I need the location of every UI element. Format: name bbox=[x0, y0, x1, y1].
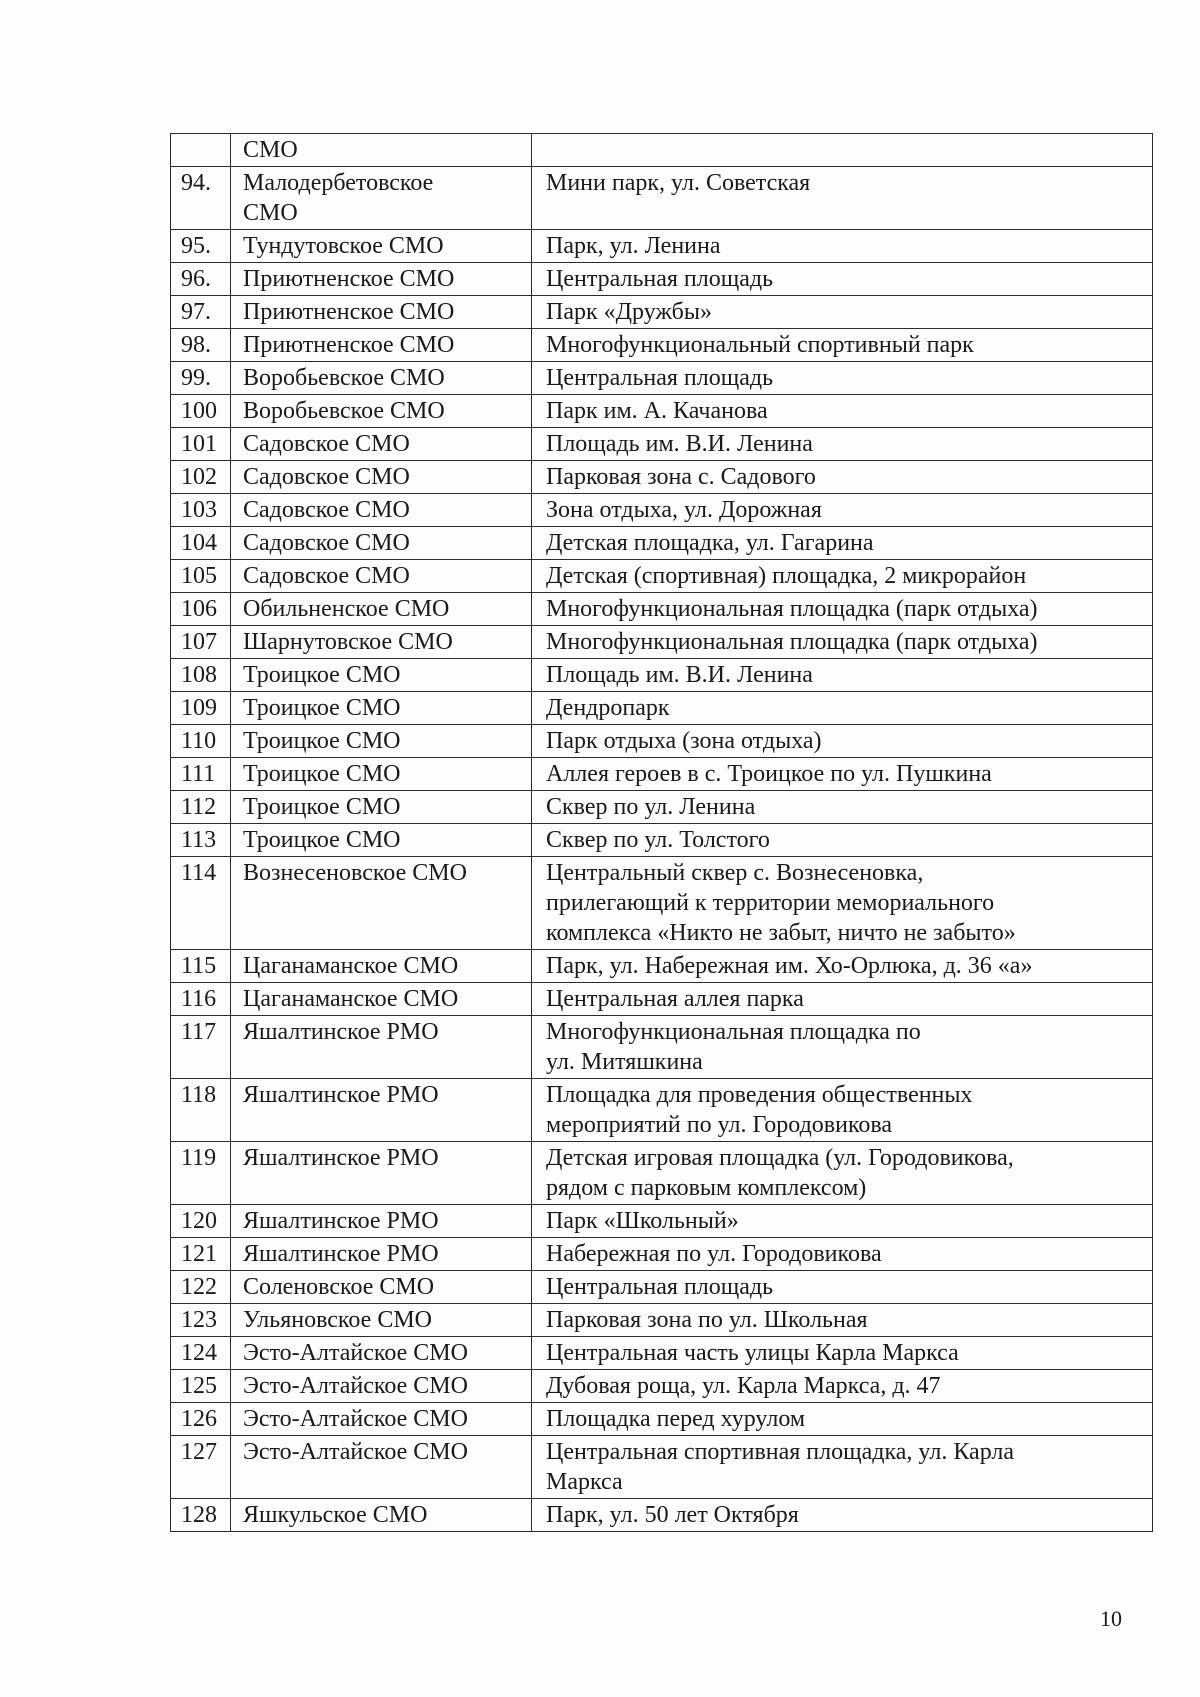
table-row bbox=[171, 461, 1153, 494]
table-row bbox=[171, 1238, 1153, 1271]
municipality-name: Троицкое СМО bbox=[231, 725, 532, 758]
place-name: Парк, ул. Набережная им. Хо-Орлюка, д. 36 «а» bbox=[532, 950, 1153, 983]
place-name: Парк отдыха (зона отдыха) bbox=[532, 725, 1153, 758]
municipality-name: Соленовское СМО bbox=[231, 1271, 532, 1304]
row-number: 99. bbox=[171, 362, 231, 395]
table-row bbox=[171, 983, 1153, 1016]
table-row bbox=[171, 1079, 1153, 1142]
place-name: Парковая зона по ул. Школьная bbox=[532, 1304, 1153, 1337]
row-number: 109 bbox=[171, 692, 231, 725]
row-number: 123 bbox=[171, 1304, 231, 1337]
municipality-name: Троицкое СМО bbox=[231, 824, 532, 857]
municipality-name: Ульяновское СМО bbox=[231, 1304, 532, 1337]
place-name: Набережная по ул. Городовикова bbox=[532, 1238, 1153, 1271]
place-name: Центральная площадь bbox=[532, 263, 1153, 296]
table-row bbox=[171, 1304, 1153, 1337]
table-row bbox=[171, 527, 1153, 560]
row-number: 102 bbox=[171, 461, 231, 494]
municipality-name: Эсто-Алтайское СМО bbox=[231, 1403, 532, 1436]
municipality-name: Цаганаманское СМО bbox=[231, 983, 532, 1016]
place-name: Площадь им. В.И. Ленина bbox=[532, 659, 1153, 692]
table-row bbox=[171, 494, 1153, 527]
municipality-name: Эсто-Алтайское СМО bbox=[231, 1370, 532, 1403]
table-row bbox=[171, 1370, 1153, 1403]
place-name: Многофункциональная площадка по ул. Митяшкина bbox=[532, 1016, 1153, 1079]
place-name: Центральная спортивная площадка, ул. Карла Маркса bbox=[532, 1436, 1153, 1499]
municipality-name: Садовское СМО bbox=[231, 527, 532, 560]
row-number: 106 bbox=[171, 593, 231, 626]
place-name: Парковая зона с. Садового bbox=[532, 461, 1153, 494]
municipality-name: Приютненское СМО bbox=[231, 263, 532, 296]
row-number: 97. bbox=[171, 296, 231, 329]
place-name: Парк «Дружбы» bbox=[532, 296, 1153, 329]
table-row bbox=[171, 230, 1153, 263]
municipality-name: СМО bbox=[231, 134, 532, 167]
page-number: 10 bbox=[1100, 1606, 1122, 1631]
municipality-name: Троицкое СМО bbox=[231, 659, 532, 692]
table-row bbox=[171, 296, 1153, 329]
place-name: Детская (спортивная) площадка, 2 микрорайон bbox=[532, 560, 1153, 593]
table-row bbox=[171, 362, 1153, 395]
table-row bbox=[171, 428, 1153, 461]
table-row bbox=[171, 263, 1153, 296]
table-row bbox=[171, 593, 1153, 626]
registry-table bbox=[170, 133, 1153, 1532]
row-number: 111 bbox=[171, 758, 231, 791]
row-number: 117 bbox=[171, 1016, 231, 1079]
row-number: 95. bbox=[171, 230, 231, 263]
municipality-name: Вознесеновское СМО bbox=[231, 857, 532, 950]
row-number: 104 bbox=[171, 527, 231, 560]
table-row bbox=[171, 758, 1153, 791]
place-name: Детская площадка, ул. Гагарина bbox=[532, 527, 1153, 560]
row-number: 124 bbox=[171, 1337, 231, 1370]
table-row bbox=[171, 329, 1153, 362]
place-name: Площадь им. В.И. Ленина bbox=[532, 428, 1153, 461]
registry-table-body bbox=[171, 134, 1153, 1532]
place-name: Детская игровая площадка (ул. Городовикова, рядом с парковым комплексом) bbox=[532, 1142, 1153, 1205]
table-row bbox=[171, 560, 1153, 593]
row-number: 98. bbox=[171, 329, 231, 362]
row-number: 125 bbox=[171, 1370, 231, 1403]
place-name: Центральная аллея парка bbox=[532, 983, 1153, 1016]
row-number: 108 bbox=[171, 659, 231, 692]
place-name: Центральная часть улицы Карла Маркса bbox=[532, 1337, 1153, 1370]
row-number: 127 bbox=[171, 1436, 231, 1499]
place-name: Парк им. А. Качанова bbox=[532, 395, 1153, 428]
table-row bbox=[171, 824, 1153, 857]
municipality-name: Садовское СМО bbox=[231, 560, 532, 593]
row-number bbox=[171, 134, 231, 167]
place-name: Центральная площадь bbox=[532, 1271, 1153, 1304]
municipality-name: Воробьевское СМО bbox=[231, 362, 532, 395]
table-row bbox=[171, 1499, 1153, 1532]
place-name: Аллея героев в с. Троицкое по ул. Пушкина bbox=[532, 758, 1153, 791]
municipality-name: Тундутовское СМО bbox=[231, 230, 532, 263]
row-number: 113 bbox=[171, 824, 231, 857]
municipality-name: Яшалтинское РМО bbox=[231, 1238, 532, 1271]
place-name: Многофункциональная площадка (парк отдыха) bbox=[532, 626, 1153, 659]
municipality-name: Яшалтинское РМО bbox=[231, 1079, 532, 1142]
row-number: 101 bbox=[171, 428, 231, 461]
place-name: Зона отдыха, ул. Дорожная bbox=[532, 494, 1153, 527]
place-name: Центральный сквер с. Вознесеновка, прилегающий к территории мемориального комплекса «Никто не забыт, ничто не забыто» bbox=[532, 857, 1153, 950]
municipality-name: Яшкульское СМО bbox=[231, 1499, 532, 1532]
table-row bbox=[171, 950, 1153, 983]
table-row bbox=[171, 725, 1153, 758]
place-name bbox=[532, 134, 1153, 167]
place-name: Мини парк, ул. Советская bbox=[532, 167, 1153, 230]
place-name: Дубовая роща, ул. Карла Маркса, д. 47 bbox=[532, 1370, 1153, 1403]
row-number: 121 bbox=[171, 1238, 231, 1271]
table-row bbox=[171, 1142, 1153, 1205]
municipality-name: Малодербетовское СМО bbox=[231, 167, 532, 230]
table-row bbox=[171, 1205, 1153, 1238]
row-number: 114 bbox=[171, 857, 231, 950]
row-number: 96. bbox=[171, 263, 231, 296]
row-number: 119 bbox=[171, 1142, 231, 1205]
municipality-name: Троицкое СМО bbox=[231, 758, 532, 791]
municipality-name: Эсто-Алтайское СМО bbox=[231, 1337, 532, 1370]
row-number: 126 bbox=[171, 1403, 231, 1436]
row-number: 94. bbox=[171, 167, 231, 230]
row-number: 112 bbox=[171, 791, 231, 824]
place-name: Многофункциональная площадка (парк отдыха) bbox=[532, 593, 1153, 626]
municipality-name: Садовское СМО bbox=[231, 494, 532, 527]
municipality-name: Воробьевское СМО bbox=[231, 395, 532, 428]
table-row bbox=[171, 134, 1153, 167]
place-name: Многофункциональный спортивный парк bbox=[532, 329, 1153, 362]
place-name: Парк, ул. Ленина bbox=[532, 230, 1153, 263]
table-row bbox=[171, 167, 1153, 230]
table-row bbox=[171, 791, 1153, 824]
municipality-name: Шарнутовское СМО bbox=[231, 626, 532, 659]
table-row bbox=[171, 857, 1153, 950]
place-name: Центральная площадь bbox=[532, 362, 1153, 395]
municipality-name: Приютненское СМО bbox=[231, 296, 532, 329]
place-name: Площадка перед хурулом bbox=[532, 1403, 1153, 1436]
table-row bbox=[171, 692, 1153, 725]
table-row bbox=[171, 1016, 1153, 1079]
row-number: 115 bbox=[171, 950, 231, 983]
row-number: 105 bbox=[171, 560, 231, 593]
municipality-name: Садовское СМО bbox=[231, 461, 532, 494]
table-row bbox=[171, 1403, 1153, 1436]
municipality-name: Яшалтинское РМО bbox=[231, 1016, 532, 1079]
table-row bbox=[171, 395, 1153, 428]
municipality-name: Садовское СМО bbox=[231, 428, 532, 461]
municipality-name: Яшалтинское РМО bbox=[231, 1205, 532, 1238]
row-number: 122 bbox=[171, 1271, 231, 1304]
row-number: 110 bbox=[171, 725, 231, 758]
place-name: Площадка для проведения общественных мероприятий по ул. Городовикова bbox=[532, 1079, 1153, 1142]
municipality-name: Обильненское СМО bbox=[231, 593, 532, 626]
table-row bbox=[171, 659, 1153, 692]
table-row bbox=[171, 1271, 1153, 1304]
row-number: 103 bbox=[171, 494, 231, 527]
row-number: 100 bbox=[171, 395, 231, 428]
row-number: 118 bbox=[171, 1079, 231, 1142]
place-name: Парк, ул. 50 лет Октября bbox=[532, 1499, 1153, 1532]
row-number: 107 bbox=[171, 626, 231, 659]
municipality-name: Цаганаманское СМО bbox=[231, 950, 532, 983]
place-name: Дендропарк bbox=[532, 692, 1153, 725]
table-row bbox=[171, 1436, 1153, 1499]
municipality-name: Приютненское СМО bbox=[231, 329, 532, 362]
place-name: Парк «Школьный» bbox=[532, 1205, 1153, 1238]
municipality-name: Яшалтинское РМО bbox=[231, 1142, 532, 1205]
place-name: Сквер по ул. Толстого bbox=[532, 824, 1153, 857]
table-row bbox=[171, 626, 1153, 659]
table-row bbox=[171, 1337, 1153, 1370]
place-name: Сквер по ул. Ленина bbox=[532, 791, 1153, 824]
row-number: 128 bbox=[171, 1499, 231, 1532]
municipality-name: Эсто-Алтайское СМО bbox=[231, 1436, 532, 1499]
municipality-name: Троицкое СМО bbox=[231, 791, 532, 824]
row-number: 116 bbox=[171, 983, 231, 1016]
municipality-name: Троицкое СМО bbox=[231, 692, 532, 725]
row-number: 120 bbox=[171, 1205, 231, 1238]
